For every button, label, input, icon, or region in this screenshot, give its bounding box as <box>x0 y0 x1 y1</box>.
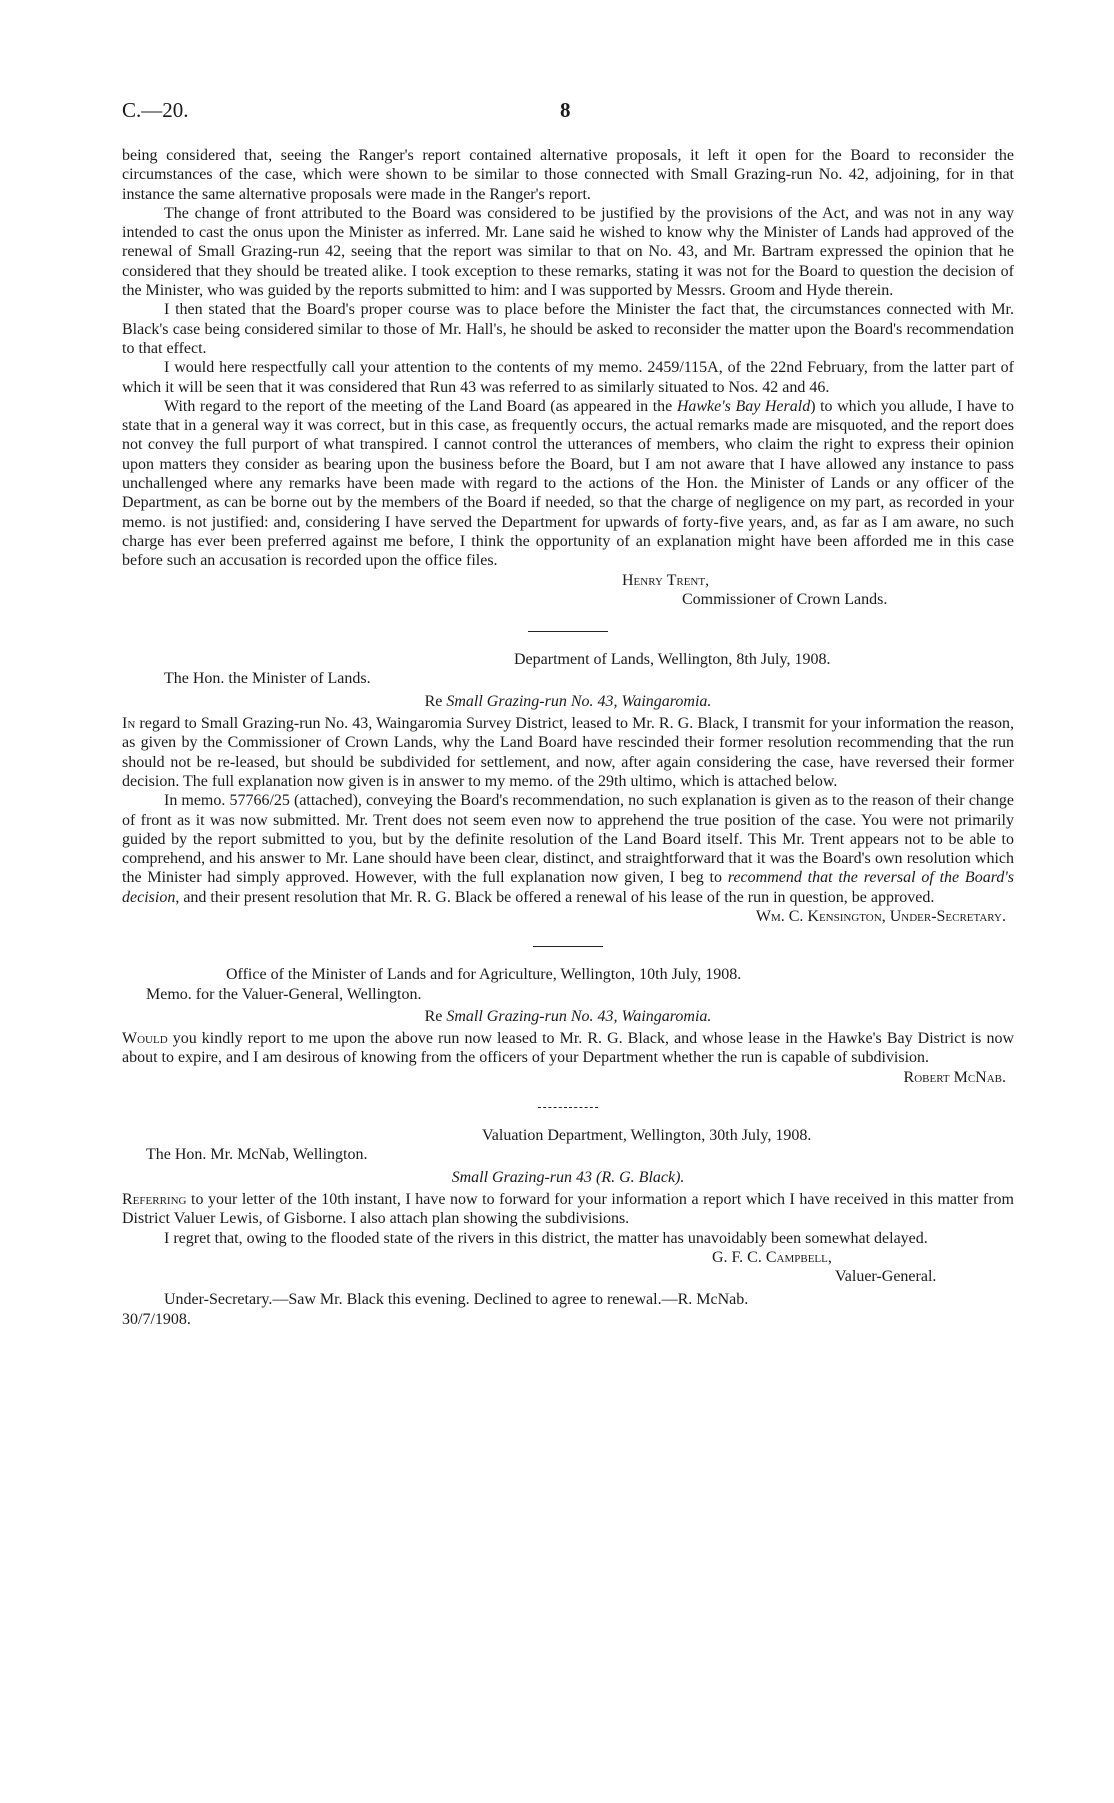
minute-date: 30/7/1908. <box>122 1310 191 1328</box>
paragraph: Referring to your letter of the 10th instant, I have now to forward for your information a report which I have received in this matter from District Valuer Lewis, of Gisborne. I also attach plan showing the subdivisions. <box>122 1190 1014 1228</box>
paragraph: The change of front attributed to the Board was considered to be justified by the provisions of the Act, and was not in any way intended to cast the onus upon the Minister as inferred. Mr. Lane said he wished to know why the Minister of Lands had approved of the renewal of Small Grazing-run 42, seeing that the report was similar to that on No. 43, and Mr. Bartram expressed the opinion that he considered that they should be treated alike. I took exception to these remarks, stating it was not for the Board to question the decision of the Minister, who was guided by the reports submitted to him: and I was supported by Messrs. Groom and Hyde therein. <box>122 204 1014 300</box>
letter-kensington <box>122 650 1014 926</box>
document-reference: C.—20. <box>122 98 189 122</box>
paragraph: In regard to Small Grazing-run No. 43, Waingaromia Survey District, leased to Mr. R. G. Black, I transmit for your information the reason, as given by the Commissioner of Crown Lands, why the Land Board have rescinded their former resolution recommending that the run should not be re-leased, but should be subdivided for settlement, and now, after again considering the case, have reversed their former decision. The full explanation now given is in answer to my memo. of the 29th ultimo, which is attached below. <box>122 715 1014 790</box>
letter-address: Department of Lands, Wellington, 8th July, 1908. <box>514 651 831 669</box>
paragraph: being considered that, seeing the Ranger's report contained alternative proposals, it left it open for the Board to reconsider the circumstances of the case, which were shown to be similar to those connected with Small Grazing-run No. 42, adjoining, for in that instance the same alternative proposals were made in the Ranger's report. <box>122 147 1014 203</box>
letter-recipient: The Hon. Mr. McNab, Wellington. <box>146 1146 368 1164</box>
paragraph: I would here respectfully call your attention to the contents of my memo. 2459/115A, of the 22nd February, from the latter part of which it will be seen that it was considered that Run 43 was referred to as similarly situated to Nos. 42 and 46. <box>122 359 1014 396</box>
letter-subject: Re Small Grazing-run No. 43, Waingaromia. <box>424 692 712 710</box>
letter-trent <box>122 146 1014 609</box>
paragraph: I regret that, owing to the flooded state of the rivers in this district, the matter has unavoidably been somewhat delayed. <box>164 1229 928 1247</box>
section-divider <box>528 631 608 632</box>
page-number: 8 <box>560 98 571 122</box>
paragraph: In memo. 57766/25 (attached), conveying the Board's recommendation, no such explanation is given as to the reason of their change of front as it was now submitted. Mr. Trent does not seem even now to apprehend the true position of the case. You were not primarily guided by the report submitted to you, but by the definite resolution of the Land Board itself. This Mr. Trent appears not to be able to comprehend, and his answer to Mr. Lane should have been clear, distinct, and straightforward that it was the Board's own resolution which the Minister had simply approved. However, with the full explanation now given, I beg to recommend that the reversal of the Board's decision, and their present resolution that Mr. R. G. Black be offered a renewal of his lease of the run in question, be approved. <box>122 792 1014 906</box>
letter-mcnab <box>122 965 1014 1087</box>
section-divider <box>533 946 603 947</box>
letter-address: Office of the Minister of Lands and for Agriculture, Wellington, 10th July, 1908. <box>226 966 742 984</box>
signature-title: Commissioner of Crown Lands. <box>682 590 888 608</box>
paragraph: Would you kindly report to me upon the above run now leased to Mr. R. G. Black, and whose lease in the Hawke's Bay District is now about to expire, and I am desirous of knowing from the officers of your Department whether the run is capable of subdivision. <box>122 1030 1014 1067</box>
letter-address: Valuation Department, Wellington, 30th July, 1908. <box>482 1127 812 1145</box>
letter-subject: Small Grazing-run 43 (R. G. Black). <box>451 1168 685 1186</box>
paragraph: I then stated that the Board's proper course was to place before the Minister the fact that, the circumstances connected with Mr. Black's case being considered similar to those of Mr. Hall's, he should be asked to reconsider the matter upon the Board's recommendation to that effect. <box>122 301 1014 357</box>
paragraph: With regard to the report of the meeting of the Land Board (as appeared in the Hawke's Bay Herald) to which you allude, I have to state that in a general way it was correct, but in this case, as frequently occurs, the actual remarks made are misquoted, and the report does not convey the full purport of what transpired. I cannot control the utterances of members, who claim the right to express their opinion upon matters they consider as bearing upon the business before the Board, but I am not aware that I have allowed any instance to pass unchallenged where any remarks have been made with regard to the actions of the Hon. the Minister of Lands or any officer of the Department, as can be borne out by the members of the Board if needed, so that the charge of negligence on my part, as recorded in your memo. is not justified: and, considering I have served the Department for upwards of forty-five years, and, as far as I am aware, no such charge has ever been preferred against me before, I think the opportunity of an explanation might have been afforded me in this case before such an accusation is recorded upon the office files. <box>122 397 1015 570</box>
signature-name: G. F. C. Campbell, <box>712 1248 832 1266</box>
letter-recipient: Memo. for the Valuer-General, Wellington. <box>146 985 422 1003</box>
signature-title: Valuer-General. <box>835 1268 937 1286</box>
ministerial-minute: Under-Secretary.—Saw Mr. Black this evening. Declined to agree to renewal.—R. McNab. <box>164 1291 749 1309</box>
document-body <box>122 146 1014 1329</box>
letter-recipient: The Hon. the Minister of Lands. <box>164 670 371 688</box>
letter-campbell <box>122 1126 1014 1329</box>
signature-name: Henry Trent, <box>622 571 710 589</box>
section-divider <box>538 1107 598 1108</box>
letter-subject: Re Small Grazing-run No. 43, Waingaromia. <box>424 1007 712 1025</box>
newspaper-title: Hawke's Bay Herald <box>676 397 811 415</box>
signature: Robert McNab. <box>903 1068 1006 1086</box>
signature: Wm. C. Kensington, Under-Secretary. <box>755 907 1006 925</box>
